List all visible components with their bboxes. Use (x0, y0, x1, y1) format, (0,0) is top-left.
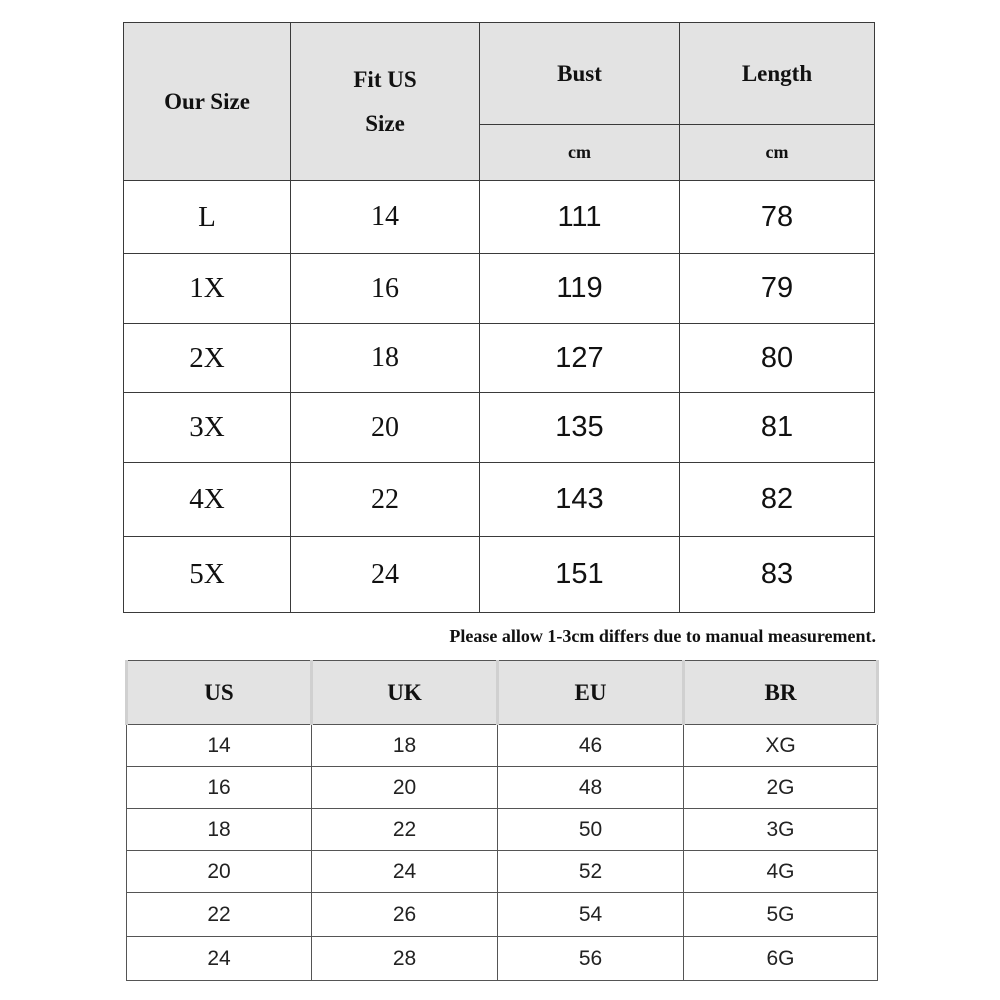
cell-length: 80 (680, 324, 875, 393)
cell-our-size: 5X (124, 537, 291, 613)
table-row (127, 893, 878, 937)
table-row (124, 254, 875, 324)
table-row (124, 537, 875, 613)
cell-uk: 26 (312, 893, 498, 937)
measurement-note: Please allow 1-3cm differs due to manual measurement. (449, 626, 876, 646)
cell-br: XG (684, 725, 878, 767)
cell-eu: 48 (498, 767, 684, 809)
cell-bust: 143 (480, 463, 680, 537)
cell-bust: 111 (480, 181, 680, 254)
table-row (124, 181, 875, 254)
table-row (127, 725, 878, 767)
cell-our-size: 4X (124, 463, 291, 537)
cell-length: 78 (680, 181, 875, 254)
cell-bust: 135 (480, 393, 680, 463)
cell-length: 79 (680, 254, 875, 324)
cell-length: 83 (680, 537, 875, 613)
cell-fit-us: 22 (291, 463, 480, 537)
header-br: BR (684, 661, 878, 725)
cell-eu: 50 (498, 809, 684, 851)
cell-length: 82 (680, 463, 875, 537)
table-row (127, 851, 878, 893)
table-row (127, 937, 878, 981)
header-length: Length (680, 23, 875, 125)
cell-our-size: 3X (124, 393, 291, 463)
header-eu: EU (498, 661, 684, 725)
cell-uk: 20 (312, 767, 498, 809)
table-row (124, 324, 875, 393)
cell-fit-us: 14 (291, 181, 480, 254)
cell-length: 81 (680, 393, 875, 463)
cell-us: 20 (127, 851, 312, 893)
cell-fit-us: 20 (291, 393, 480, 463)
cell-fit-us: 24 (291, 537, 480, 613)
cell-us: 14 (127, 725, 312, 767)
table-row (127, 809, 878, 851)
cell-br: 4G (684, 851, 878, 893)
cell-eu: 56 (498, 937, 684, 981)
cell-us: 18 (127, 809, 312, 851)
cell-br: 3G (684, 809, 878, 851)
cell-bust: 119 (480, 254, 680, 324)
cell-uk: 28 (312, 937, 498, 981)
header-fit-us-size (291, 23, 480, 181)
header-bust: Bust (480, 23, 680, 125)
cell-bust: 151 (480, 537, 680, 613)
cell-fit-us: 18 (291, 324, 480, 393)
cell-our-size: 2X (124, 324, 291, 393)
cell-br: 6G (684, 937, 878, 981)
size-conversion-table (125, 660, 879, 981)
cell-uk: 18 (312, 725, 498, 767)
cell-uk: 22 (312, 809, 498, 851)
header-us: US (127, 661, 312, 725)
length-unit: cm (680, 125, 875, 181)
size-chart-table (123, 22, 875, 613)
bust-unit: cm (480, 125, 680, 181)
cell-br: 2G (684, 767, 878, 809)
table-row (124, 463, 875, 537)
header-fit-us-line1: Fit US (353, 66, 417, 92)
cell-br: 5G (684, 893, 878, 937)
cell-bust: 127 (480, 324, 680, 393)
cell-us: 16 (127, 767, 312, 809)
cell-eu: 54 (498, 893, 684, 937)
cell-us: 22 (127, 893, 312, 937)
table-row (127, 767, 878, 809)
table-row (124, 393, 875, 463)
header-our-size: Our Size (124, 23, 291, 181)
cell-uk: 24 (312, 851, 498, 893)
cell-us: 24 (127, 937, 312, 981)
cell-eu: 46 (498, 725, 684, 767)
header-fit-us-line2: Size (365, 110, 405, 136)
cell-our-size: L (124, 181, 291, 254)
cell-fit-us: 16 (291, 254, 480, 324)
cell-eu: 52 (498, 851, 684, 893)
cell-our-size: 1X (124, 254, 291, 324)
header-uk: UK (312, 661, 498, 725)
